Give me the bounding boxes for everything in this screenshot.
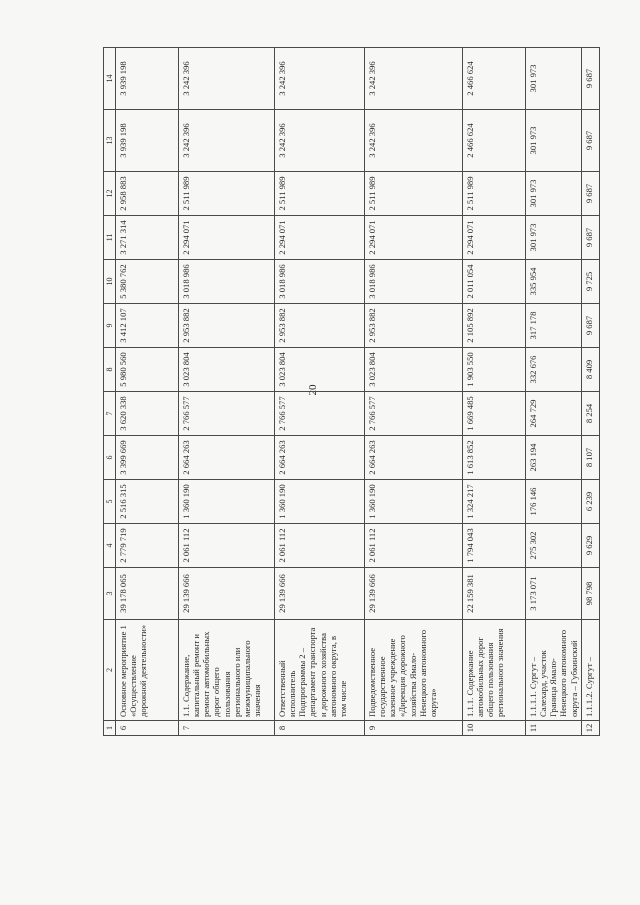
row-title: Основное мероприятие 1 «Осуществление дорожной деятельности» xyxy=(116,620,179,721)
value-cell: 2 294 071 xyxy=(275,216,365,260)
value-cell: 2 664 263 xyxy=(275,436,365,480)
value-cell: 2 466 624 xyxy=(463,48,526,110)
value-cell: 9 687 xyxy=(581,48,599,110)
value-cell: 3 242 396 xyxy=(365,110,463,172)
table-row xyxy=(179,48,275,736)
value-cell: 1 669 485 xyxy=(463,392,526,436)
value-cell: 9 687 xyxy=(581,110,599,172)
value-cell: 3 399 669 xyxy=(116,436,179,480)
value-cell: 301 973 xyxy=(526,216,582,260)
value-cell: 9 687 xyxy=(581,172,599,216)
row-number: 7 xyxy=(179,721,275,736)
table-row xyxy=(116,48,179,736)
value-cell: 3 242 396 xyxy=(275,48,365,110)
value-cell: 3 242 396 xyxy=(365,48,463,110)
value-cell: 2 958 883 xyxy=(116,172,179,216)
value-cell: 301 973 xyxy=(526,110,582,172)
value-cell: 9 629 xyxy=(581,524,599,568)
column-header: 13 xyxy=(104,110,116,172)
value-cell: 3 023 804 xyxy=(179,348,275,392)
value-cell: 9 687 xyxy=(581,304,599,348)
column-header: 2 xyxy=(104,620,116,721)
value-cell: 3 173 071 xyxy=(526,568,582,620)
column-header: 12 xyxy=(104,172,116,216)
table-frame xyxy=(103,48,594,736)
value-cell: 2 105 892 xyxy=(463,304,526,348)
value-cell: 22 159 381 xyxy=(463,568,526,620)
row-title: 1.1.1.1. Сургут – Салехард, участок Граница Ямало-Ненецкого автономного округа – Губкинский xyxy=(526,620,582,721)
value-cell: 2 011 054 xyxy=(463,260,526,304)
value-cell: 3 242 396 xyxy=(179,48,275,110)
value-cell: 9 687 xyxy=(581,216,599,260)
value-cell: 3 242 396 xyxy=(179,110,275,172)
value-cell: 3 620 338 xyxy=(116,392,179,436)
value-cell: 3 939 198 xyxy=(116,110,179,172)
value-cell: 3 242 396 xyxy=(275,110,365,172)
value-cell: 2 953 882 xyxy=(179,304,275,348)
row-number: 9 xyxy=(365,721,463,736)
value-cell: 3 939 198 xyxy=(116,48,179,110)
value-cell: 3 271 314 xyxy=(116,216,179,260)
column-header: 6 xyxy=(104,436,116,480)
row-title: 1.1.1.2. Сургут – xyxy=(581,620,599,721)
value-cell: 2 664 263 xyxy=(365,436,463,480)
row-number: 10 xyxy=(463,721,526,736)
value-cell: 263 194 xyxy=(526,436,582,480)
budget-table xyxy=(103,47,600,736)
value-cell: 332 676 xyxy=(526,348,582,392)
value-cell: 2 511 989 xyxy=(275,172,365,216)
value-cell: 2 511 989 xyxy=(463,172,526,216)
value-cell: 2 294 071 xyxy=(365,216,463,260)
page-number: 20 xyxy=(307,384,319,396)
value-cell: 335 954 xyxy=(526,260,582,304)
column-header: 3 xyxy=(104,568,116,620)
value-cell: 2 953 882 xyxy=(275,304,365,348)
value-cell: 2 511 989 xyxy=(365,172,463,216)
rotated-table-container xyxy=(103,48,594,736)
value-cell: 29 139 666 xyxy=(179,568,275,620)
row-number: 12 xyxy=(581,721,599,736)
value-cell: 3 023 804 xyxy=(365,348,463,392)
table-row xyxy=(581,48,599,736)
column-header: 1 xyxy=(104,721,116,736)
column-header: 10 xyxy=(104,260,116,304)
table-row xyxy=(275,48,365,736)
column-header: 7 xyxy=(104,392,116,436)
value-cell: 2 766 577 xyxy=(275,392,365,436)
value-cell: 8 254 xyxy=(581,392,599,436)
value-cell: 317 178 xyxy=(526,304,582,348)
value-cell: 2 779 719 xyxy=(116,524,179,568)
value-cell: 1 324 217 xyxy=(463,480,526,524)
column-header: 9 xyxy=(104,304,116,348)
row-title: 1.1. Содержание, капитальный ремонт и ремонт автомобильных дорог общего пользования регионального или межмуниципального значения xyxy=(179,620,275,721)
value-cell: 2 294 071 xyxy=(179,216,275,260)
value-cell: 8 107 xyxy=(581,436,599,480)
row-number: 11 xyxy=(526,721,582,736)
value-cell: 2 766 577 xyxy=(365,392,463,436)
value-cell: 3 023 804 xyxy=(275,348,365,392)
value-cell: 29 139 666 xyxy=(365,568,463,620)
row-title: 1.1.1. Содержание автомобильных дорог общего пользования регионального значения xyxy=(463,620,526,721)
value-cell: 2 766 577 xyxy=(179,392,275,436)
value-cell: 1 613 852 xyxy=(463,436,526,480)
value-cell: 5 380 762 xyxy=(116,260,179,304)
value-cell: 1 903 550 xyxy=(463,348,526,392)
header-row xyxy=(104,48,116,736)
row-title: Ответственный исполнитель Подпрограммы 2 – департамент транспорта и дорожного хозяйства автономного округа, в том числе xyxy=(275,620,365,721)
value-cell: 2 294 071 xyxy=(463,216,526,260)
value-cell: 176 146 xyxy=(526,480,582,524)
value-cell: 2 664 263 xyxy=(179,436,275,480)
value-cell: 275 302 xyxy=(526,524,582,568)
value-cell: 6 239 xyxy=(581,480,599,524)
value-cell: 301 973 xyxy=(526,172,582,216)
value-cell: 8 409 xyxy=(581,348,599,392)
value-cell: 301 973 xyxy=(526,48,582,110)
value-cell: 2 061 112 xyxy=(179,524,275,568)
value-cell: 264 729 xyxy=(526,392,582,436)
column-header: 11 xyxy=(104,216,116,260)
table-row xyxy=(365,48,463,736)
value-cell: 9 725 xyxy=(581,260,599,304)
row-number: 6 xyxy=(116,721,179,736)
column-header: 8 xyxy=(104,348,116,392)
column-header: 5 xyxy=(104,480,116,524)
value-cell: 1 360 190 xyxy=(275,480,365,524)
value-cell: 2 511 989 xyxy=(179,172,275,216)
value-cell: 2 466 624 xyxy=(463,110,526,172)
value-cell: 2 061 112 xyxy=(275,524,365,568)
row-number: 8 xyxy=(275,721,365,736)
value-cell: 29 139 666 xyxy=(275,568,365,620)
table-row xyxy=(526,48,582,736)
value-cell: 2 953 882 xyxy=(365,304,463,348)
value-cell: 3 412 107 xyxy=(116,304,179,348)
value-cell: 2 516 315 xyxy=(116,480,179,524)
value-cell: 2 061 112 xyxy=(365,524,463,568)
column-header: 14 xyxy=(104,48,116,110)
value-cell: 1 360 190 xyxy=(365,480,463,524)
column-header: 4 xyxy=(104,524,116,568)
value-cell: 3 018 986 xyxy=(275,260,365,304)
value-cell: 39 178 065 xyxy=(116,568,179,620)
value-cell: 3 018 986 xyxy=(179,260,275,304)
value-cell: 3 018 986 xyxy=(365,260,463,304)
table-row xyxy=(463,48,526,736)
value-cell: 1 360 190 xyxy=(179,480,275,524)
value-cell: 1 794 043 xyxy=(463,524,526,568)
value-cell: 5 980 560 xyxy=(116,348,179,392)
value-cell: 98 798 xyxy=(581,568,599,620)
row-title: Подведомственное государственное казенное учреждение «Дирекция дорожного хозяйства Ямало-Ненецкого автономного округа» xyxy=(365,620,463,721)
